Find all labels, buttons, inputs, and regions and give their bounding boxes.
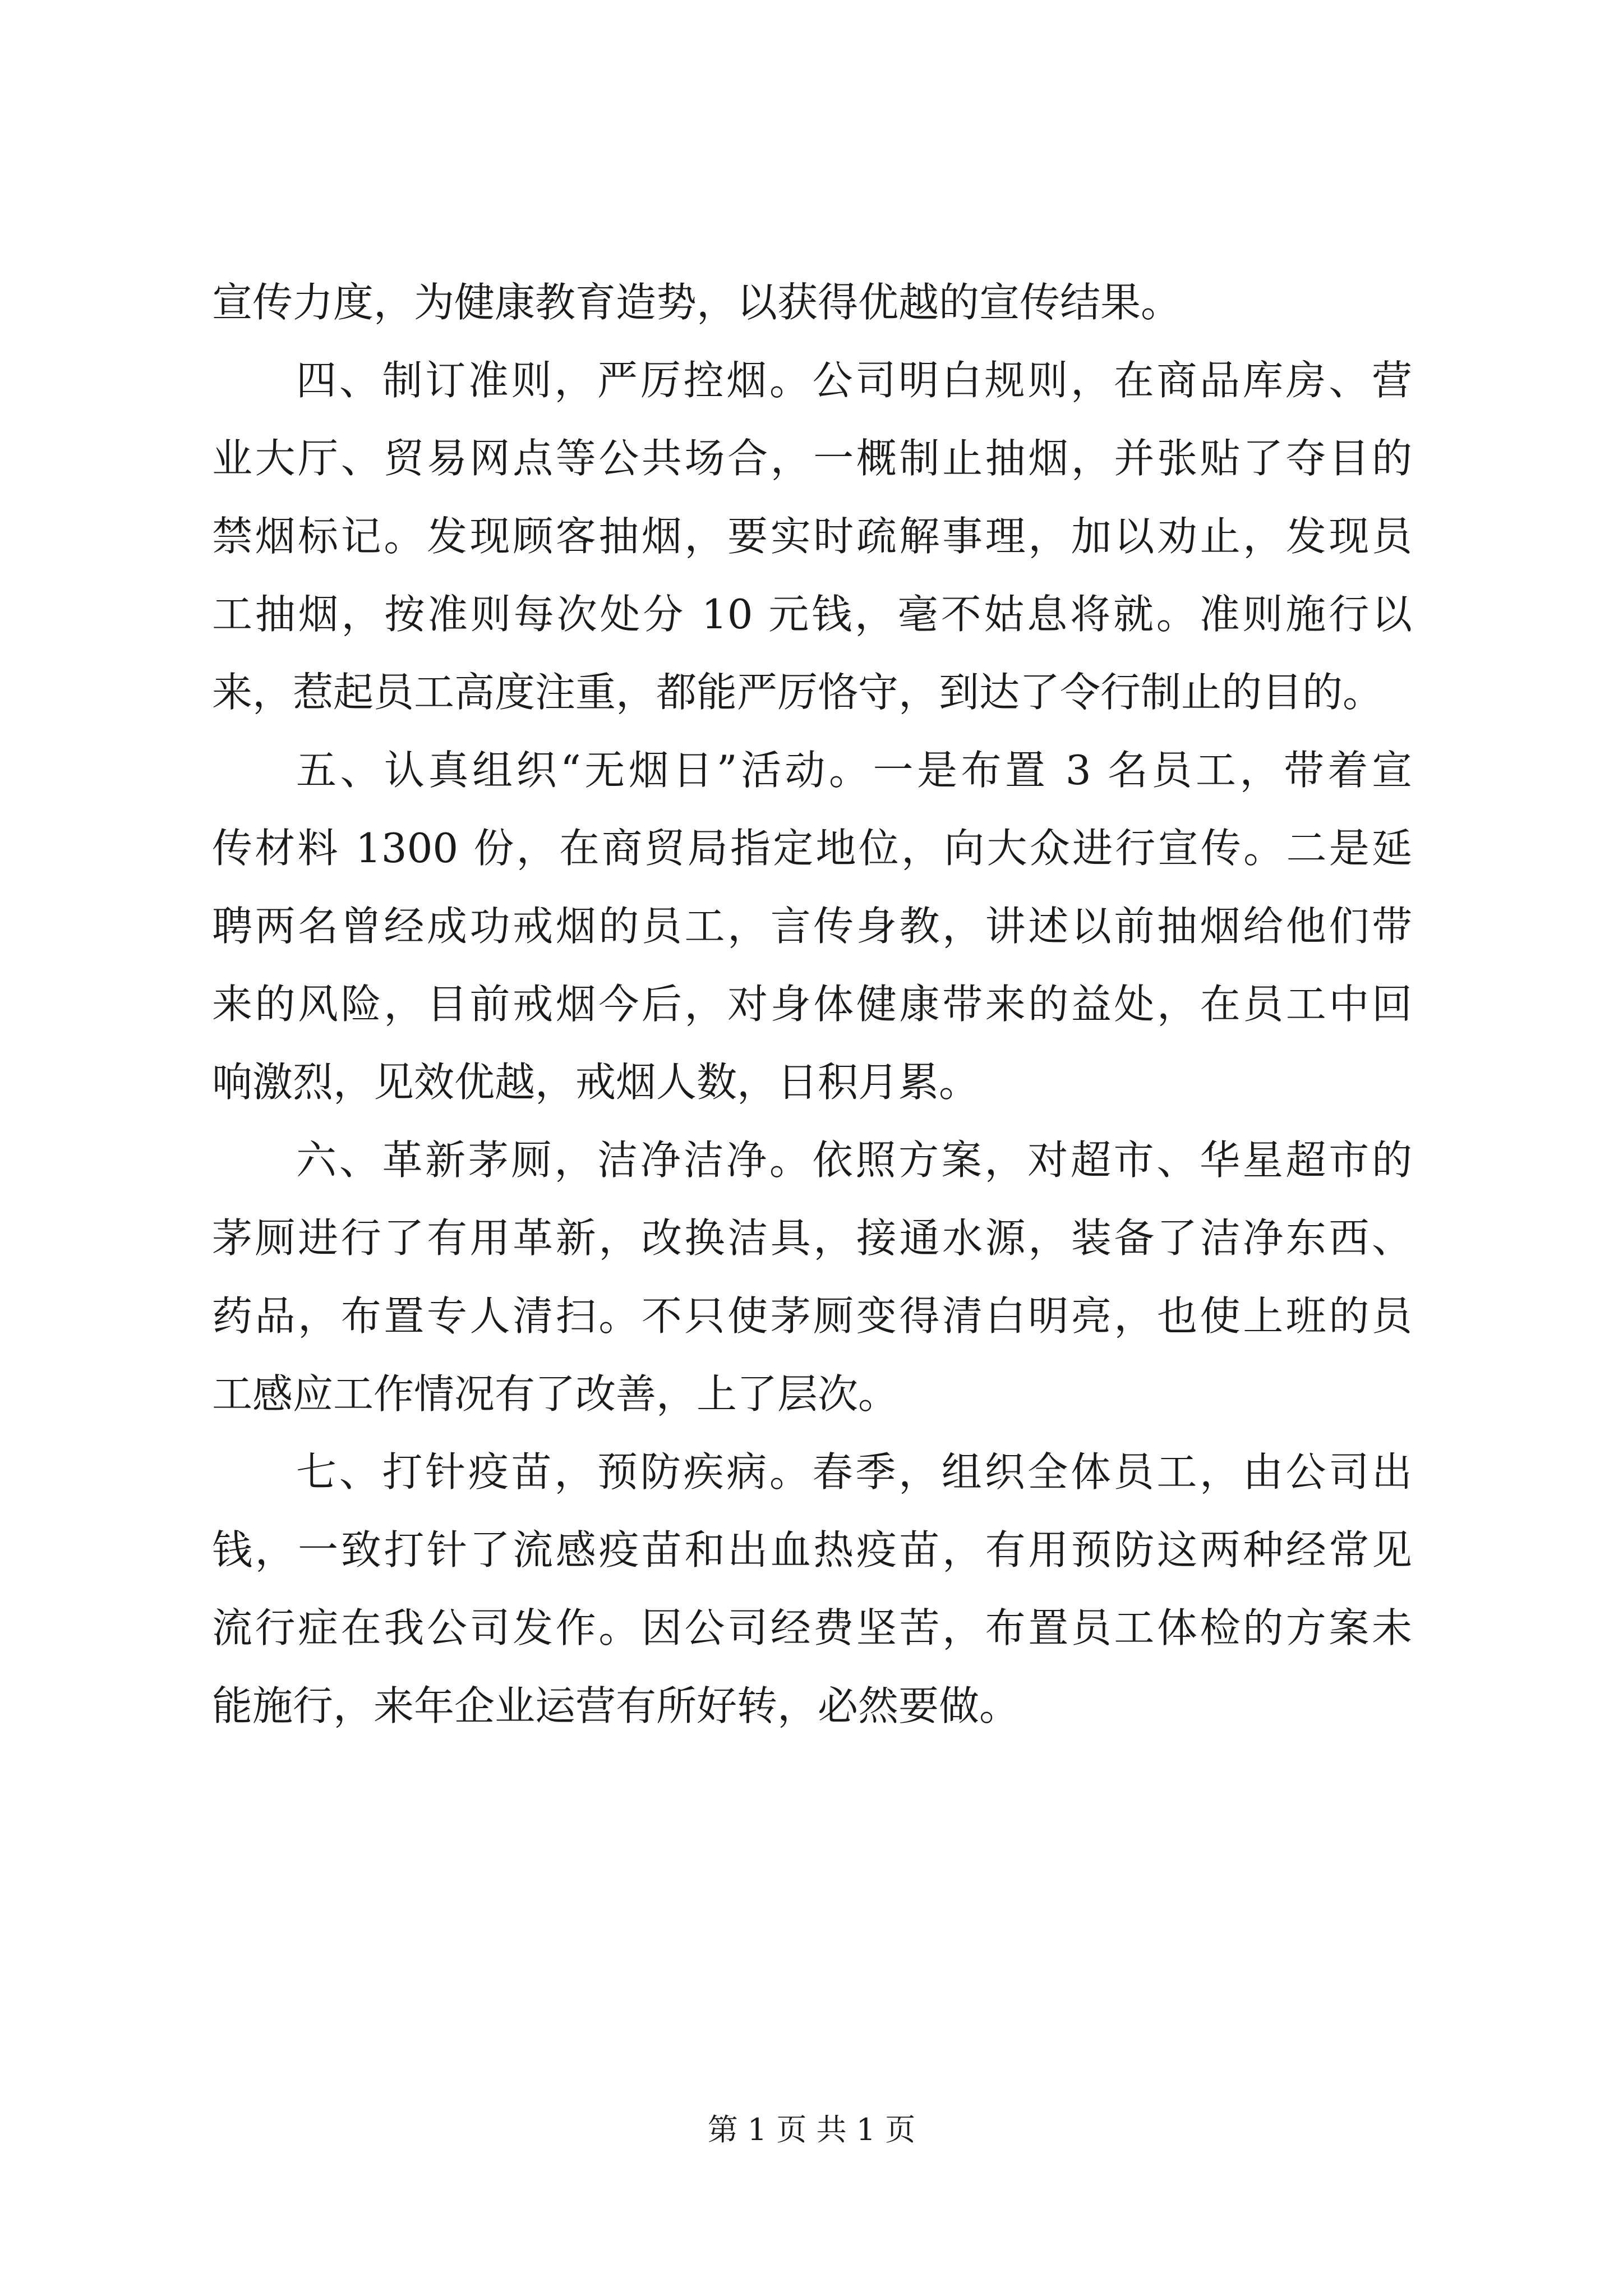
text-line: 钱，一致打针了流感疫苗和出血热疫苗，有用预防这两种经常见 xyxy=(212,1526,1412,1573)
text-line: 流行症在我公司发作。因公司经费坚苦，布置员工体检的方案未 xyxy=(212,1604,1412,1651)
text-line: 传材料 1300 份，在商贸局指定地位，向大众进行宣传。二是延 xyxy=(212,825,1412,872)
text-line: 业大厅、贸易网点等公共场合，一概制止抽烟，并张贴了夺目的 xyxy=(212,435,1412,482)
page-footer xyxy=(0,2110,1623,2150)
text-line: 来的风险，目前戒烟今后，对身体健康带来的益处，在员工中回 xyxy=(212,981,1412,1028)
text-line: 五、认真组织“无烟日”活动。一是布置 3 名员工，带着宣 xyxy=(296,747,1412,794)
text-line: 来，惹起员工高度注重，都能严厉恪守，到达了令行制止的目的。 xyxy=(212,669,1384,716)
text-line: 禁烟标记。发现顾客抽烟，要实时疏解事理，加以劝止，发现员 xyxy=(212,513,1412,560)
text-line: 工抽烟，按准则每次处分 10 元钱，毫不姑息将就。准则施行以 xyxy=(212,591,1412,638)
document-body xyxy=(212,264,1412,1745)
text-line: 药品，布置专人清扫。不只使茅厕变得清白明亮，也使上班的员 xyxy=(212,1292,1412,1340)
text-line: 响激烈，见效优越，戒烟人数，日积月累。 xyxy=(212,1059,980,1106)
text-line: 聘两名曾经成功戒烟的员工，言传身教，讲述以前抽烟给他们带 xyxy=(212,903,1412,950)
text-line: 能施行，来年企业运营有所好转，必然要做。 xyxy=(212,1682,1020,1729)
text-line: 七、打针疫苗，预防疾病。春季，组织全体员工，由公司出 xyxy=(296,1448,1412,1496)
page-number-label: 第 1 页 共 1 页 xyxy=(707,2112,916,2147)
text-line: 六、革新茅厕，洁净洁净。依照方案，对超市、华星超市的 xyxy=(296,1137,1412,1184)
text-line: 工感应工作情况有了改善，上了层次。 xyxy=(212,1370,899,1418)
text-line: 宣传力度，为健康教育造势，以获得优越的宣传结果。 xyxy=(212,279,1182,326)
text-line: 茅厕进行了有用革新，改换洁具，接通水源，装备了洁净东西、 xyxy=(212,1214,1412,1262)
text-line: 四、制订准则，严厉控烟。公司明白规则，在商品库房、营 xyxy=(296,357,1412,404)
